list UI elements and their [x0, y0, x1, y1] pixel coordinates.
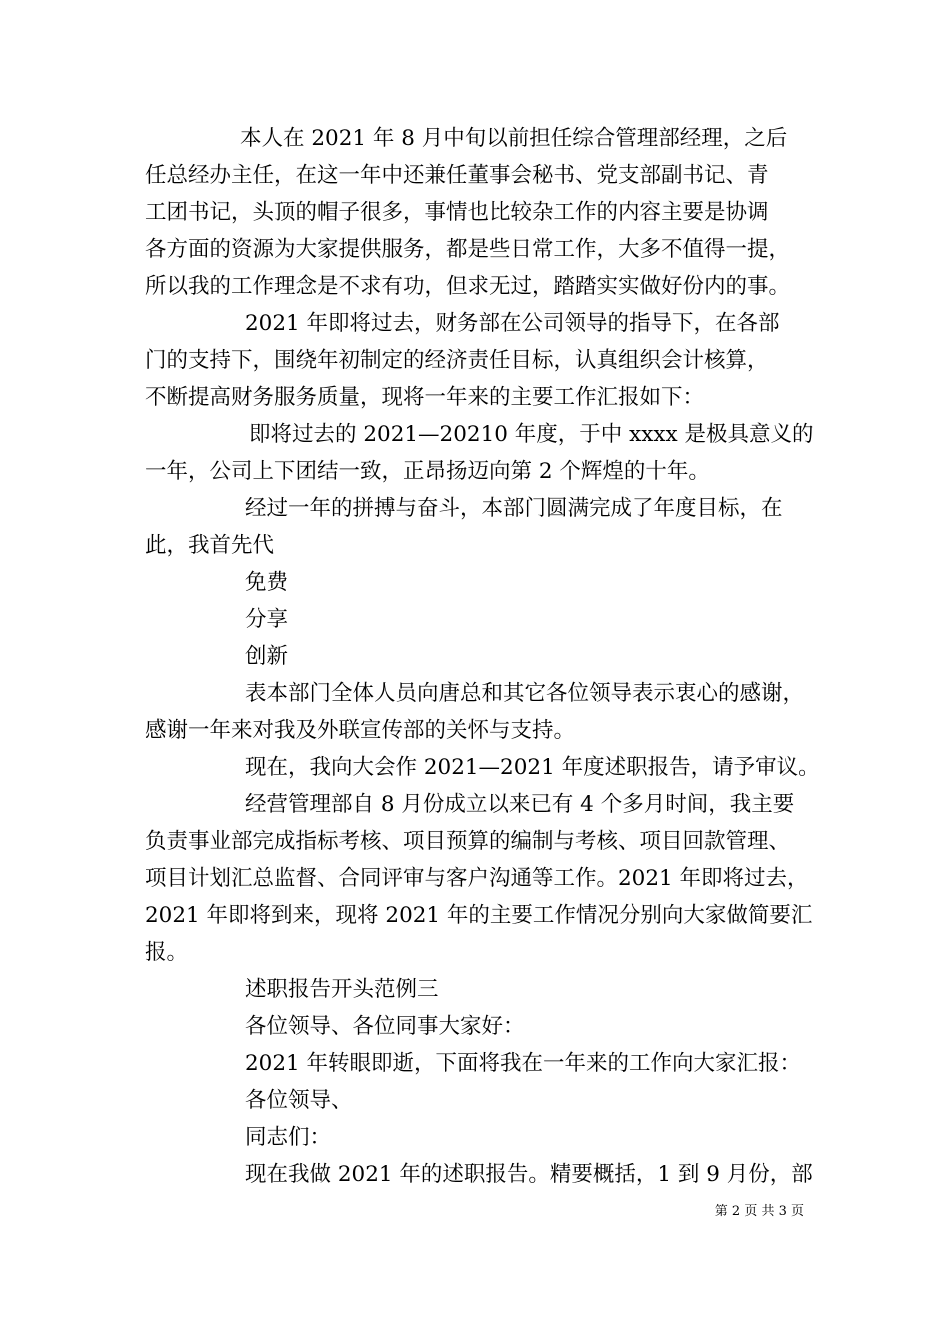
text-line: 免费 [245, 570, 289, 595]
text-line: 各位领导、 [245, 1088, 353, 1113]
text-line: 2021 年即将到来，现将 2021 年的主要工作情况分别向大家做简要汇 [145, 903, 813, 928]
text-line: 表本部门全体人员向唐总和其它各位领导表示衷心的感谢， [245, 681, 805, 706]
page-number: 第 2 页 共 3 页 [714, 1204, 804, 1219]
text-line: 感谢一年来对我及外联宣传部的关怀与支持。 [145, 718, 576, 743]
text-line: 各位领导、各位同事大家好： [245, 1014, 525, 1039]
text-line: 任总经办主任，在这一年中还兼任董事会秘书、党支部副书记、青 [145, 163, 769, 188]
text-line: 现在我做 2021 年的述职报告。精要概括，1 到 9 月份，部 [245, 1162, 813, 1187]
text-line: 本人在 2021 年 8 月中旬以前担任综合管理部经理，之后 [240, 126, 788, 151]
text-line: 述职报告开头范例三 [245, 977, 439, 1002]
text-line: 2021 年即将过去，财务部在公司领导的指导下，在各部 [245, 311, 780, 336]
text-line: 门的支持下，围绕年初制定的经济责任目标，认真组织会计核算， [145, 348, 769, 373]
text-line: 不断提高财务服务质量，现将一年来的主要工作汇报如下： [145, 385, 705, 410]
text-line: 此，我首先代 [145, 533, 275, 558]
text-line: 分享 [245, 607, 289, 632]
text-line: 即将过去的 2021—20210 年度，于中 xxxx 是极具意义的 [249, 422, 814, 447]
text-line: 负责事业部完成指标考核、项目预算的编制与考核、项目回款管理、 [145, 829, 791, 854]
text-line: 项目计划汇总监督、合同评审与客户沟通等工作。2021 年即将过去， [145, 866, 809, 891]
text-line: 2021 年转眼即逝，下面将我在一年来的工作向大家汇报： [245, 1051, 802, 1076]
text-line: 现在，我向大会作 2021—2021 年度述职报告，请予审议。 [245, 755, 820, 780]
text-line: 工团书记，头顶的帽子很多，事情也比较杂工作的内容主要是协调 [145, 200, 769, 225]
text-line: 经过一年的拼搏与奋斗，本部门圆满完成了年度目标，在 [245, 496, 783, 521]
text-line: 创新 [245, 644, 289, 669]
text-line: 所以我的工作理念是不求有功，但求无过，踏踏实实做好份内的事。 [145, 274, 791, 299]
text-line: 同志们： [245, 1125, 332, 1150]
text-line: 各方面的资源为大家提供服务，都是些日常工作，大多不值得一提， [145, 237, 791, 262]
document-body [145, 120, 820, 1193]
text-line: 一年，公司上下团结一致，正昂扬迈向第 2 个辉煌的十年。 [145, 459, 710, 484]
text-line: 报。 [145, 940, 189, 965]
text-line: 经营管理部自 8 月份成立以来已有 4 个多月时间，我主要 [245, 792, 795, 817]
